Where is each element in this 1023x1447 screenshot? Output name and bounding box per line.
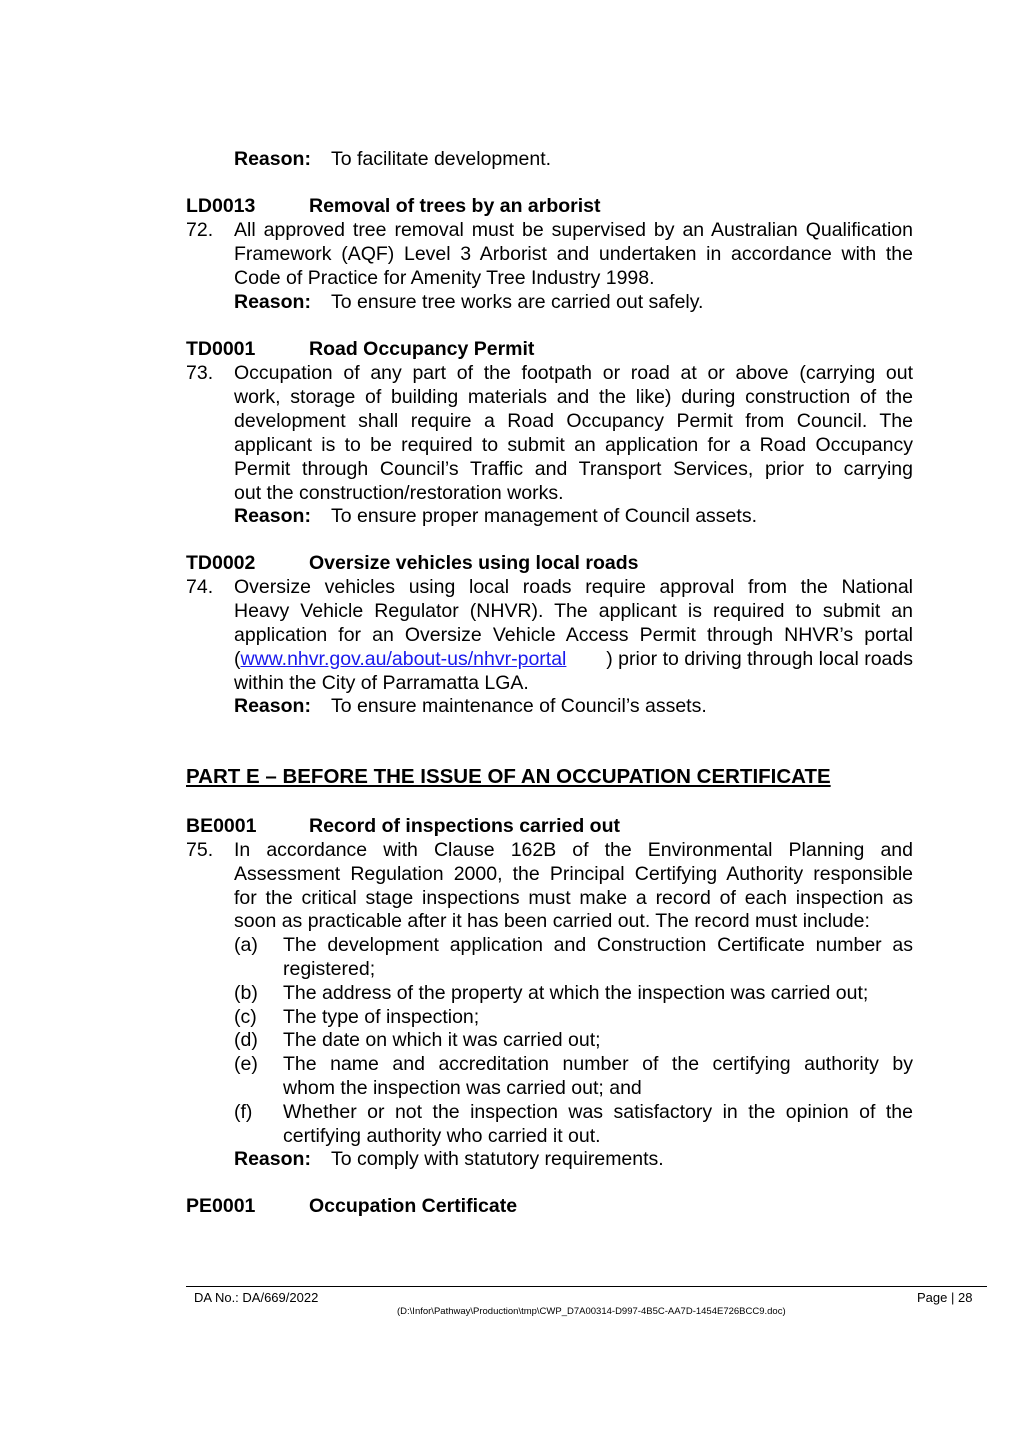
body-line: soon as practicable after it has been carried out. The record must include: (234, 910, 870, 932)
nhvr-portal-link[interactable]: www.nhvr.gov.au/about-us/nhvr-portal (240, 648, 567, 670)
condition-number: 72. (186, 219, 214, 241)
list-item-line: certifying authority who carried it out. (283, 1125, 601, 1147)
link-line-tail: ) prior to driving through local roads (606, 648, 913, 670)
reason-text: To ensure proper management of Council assets. (331, 505, 757, 527)
body-line: for the critical stage inspections must make a record of each inspection as (234, 887, 913, 909)
list-item-label: (c) (234, 1006, 257, 1028)
condition-title: Occupation Certificate (309, 1195, 518, 1217)
footer-rule (186, 1286, 987, 1287)
body-line: out the construction/restoration works. (234, 482, 564, 504)
body-line: Occupation of any part of the footpath or road at or above (carrying out (234, 362, 913, 384)
reason-text: To comply with statutory requirements. (331, 1148, 664, 1170)
reason-label: Reason: (234, 148, 311, 170)
condition-code: BE0001 (186, 815, 257, 837)
body-line: All approved tree removal must be supervised by an Australian Qualification (234, 219, 913, 241)
body-line: development shall require a Road Occupancy Permit from Council. The (234, 410, 913, 432)
body-line: Oversize vehicles using local roads require approval from the National (234, 576, 913, 598)
reason-text: To ensure tree works are carried out safely. (331, 291, 704, 313)
condition-title: Removal of trees by an arborist (309, 195, 601, 217)
body-line: Code of Practice for Amenity Tree Industry 1998. (234, 267, 655, 289)
reason-text: To facilitate development. (331, 148, 552, 170)
paren-open: ( (234, 648, 241, 670)
condition-title: Oversize vehicles using local roads (309, 552, 639, 574)
body-line: applicant is to be required to submit an application for a Road Occupancy (234, 434, 913, 456)
reason-label: Reason: (234, 695, 311, 717)
list-item-label: (d) (234, 1029, 258, 1051)
part-heading: PART E – BEFORE THE ISSUE OF AN OCCUPATION CERTIFICATE (186, 765, 831, 788)
body-line: work, storage of building materials and the like) during construction of the (234, 386, 913, 408)
footer-page-number: Page | 28 (917, 1290, 973, 1305)
reason-text: To ensure maintenance of Council’s assets. (331, 695, 707, 717)
condition-title: Road Occupancy Permit (309, 338, 535, 360)
condition-number: 74. (186, 576, 214, 598)
reason-label: Reason: (234, 505, 311, 527)
list-item-label: (e) (234, 1053, 258, 1075)
list-item-line: The name and accreditation number of the certifying authority by (283, 1053, 913, 1075)
body-line: In accordance with Clause 162B of the Environmental Planning and (234, 839, 913, 861)
body-line-with-link (234, 647, 913, 671)
footer-file-path: (D:\Infor\Pathway\Production\tmp\CWP_D7A00314-D997-4B5C-AA7D-1454E726BCC9.doc) (397, 1306, 786, 1317)
list-item-label: (a) (234, 934, 258, 956)
body-line: Assessment Regulation 2000, the Principal Certifying Authority responsible (234, 863, 913, 885)
condition-code: TD0002 (186, 552, 256, 574)
list-item-line: The development application and Construction Certificate number as (283, 934, 913, 956)
footer-da-number: DA No.: DA/669/2022 (194, 1290, 319, 1305)
condition-code: PE0001 (186, 1195, 256, 1217)
link-line (234, 647, 566, 671)
condition-code: LD0013 (186, 195, 256, 217)
list-item-line: The type of inspection; (283, 1006, 480, 1028)
body-line: application for an Oversize Vehicle Access Permit through NHVR’s portal (234, 624, 913, 646)
reason-label: Reason: (234, 1148, 311, 1170)
body-line: Permit through Council’s Traffic and Transport Services, prior to carrying (234, 458, 913, 480)
body-line: Framework (AQF) Level 3 Arborist and undertaken in accordance with the (234, 243, 913, 265)
condition-number: 75. (186, 839, 214, 861)
body-line: Heavy Vehicle Regulator (NHVR). The applicant is required to submit an (234, 600, 913, 622)
list-item-line: The date on which it was carried out; (283, 1029, 601, 1051)
condition-title: Record of inspections carried out (309, 815, 620, 837)
condition-number: 73. (186, 362, 214, 384)
list-item-line: registered; (283, 958, 376, 980)
body-line: within the City of Parramatta LGA. (234, 672, 529, 694)
condition-code: TD0001 (186, 338, 256, 360)
list-item-line: whom the inspection was carried out; and (283, 1077, 642, 1099)
list-item-label: (f) (234, 1101, 253, 1123)
list-item-line: Whether or not the inspection was satisfactory in the opinion of the (283, 1101, 913, 1123)
list-item-label: (b) (234, 982, 258, 1004)
list-item-line: The address of the property at which the inspection was carried out; (283, 982, 869, 1004)
reason-label: Reason: (234, 291, 311, 313)
